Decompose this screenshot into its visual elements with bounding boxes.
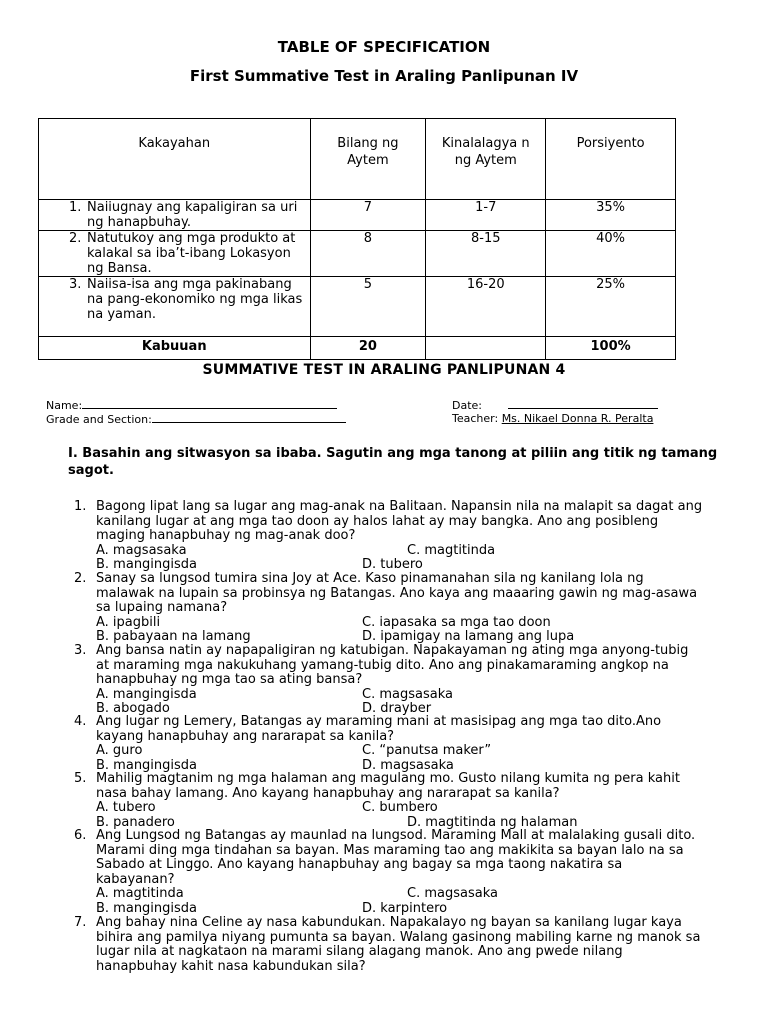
percent-cell: 25% xyxy=(546,277,676,337)
choice-d[interactable]: D. karpintero xyxy=(362,900,448,916)
row-number: 1. xyxy=(69,200,82,215)
grade-section-blank[interactable] xyxy=(152,412,346,423)
skill-cell xyxy=(39,231,311,277)
question-number: 5. xyxy=(74,771,87,786)
date-blank[interactable] xyxy=(508,398,658,409)
header-kakayahan: Kakayahan xyxy=(39,119,311,200)
choice-row xyxy=(96,688,704,703)
date-label: Date: xyxy=(452,399,482,412)
choice-row xyxy=(96,887,704,902)
table-header-row xyxy=(39,119,676,200)
choice-row xyxy=(96,744,704,759)
choice-b[interactable]: B. pabayaan na lamang xyxy=(96,629,251,644)
question-item xyxy=(74,772,704,830)
choice-a[interactable]: A. mangingisda xyxy=(96,686,197,702)
question-text: Sanay sa lungsod tumira sina Joy at Ace. Kaso pinamanahan sila ng kanilang lola ng malawak na lupain sa probinsya ng Batangas. Ano kaya ang maaaring gawin ng mag-asawa sa lupaing namana? xyxy=(96,571,698,615)
skill-text: Naiisa-isa ang mga pakinabang na pang-ekonomiko ng mga likas na yaman. xyxy=(87,277,303,322)
choice-d[interactable]: D. drayber xyxy=(362,701,432,716)
grade-section-label: Grade and Section: xyxy=(46,413,152,426)
count-cell: 7 xyxy=(310,200,426,231)
choice-a[interactable]: A. guro xyxy=(96,743,143,758)
document-subtitle: First Summative Test in Araling Panlipunan IV xyxy=(189,67,579,85)
header-bilang xyxy=(310,119,426,200)
percent-cell: 40% xyxy=(546,231,676,277)
question-item xyxy=(74,644,704,717)
table-total-row xyxy=(39,337,676,360)
choice-d[interactable]: D. tubero xyxy=(362,557,423,572)
count-cell: 8 xyxy=(310,231,426,277)
choice-c[interactable]: C. “panutsa maker” xyxy=(362,743,492,758)
row-number: 2. xyxy=(69,231,82,246)
choice-c[interactable]: C. iapasaka sa mga tao doon xyxy=(362,614,551,630)
header-porsiyento: Porsiyento xyxy=(546,119,676,200)
choice-a[interactable]: A. tubero xyxy=(96,800,156,815)
question-item xyxy=(74,829,704,916)
choice-c[interactable]: C. magtitinda xyxy=(407,542,496,558)
percent-cell: 35% xyxy=(546,200,676,231)
total-location xyxy=(426,337,546,360)
question-item xyxy=(74,715,704,773)
choice-c[interactable]: C. magsasaka xyxy=(407,886,498,901)
choice-b[interactable]: B. mangingisda xyxy=(96,900,198,916)
skill-text: Natutukoy ang mga produkto at kalakal sa iba’t-ibang Lokasyon ng Bansa. xyxy=(87,231,296,276)
choice-d[interactable]: D. ipamigay na lamang ang lupa xyxy=(362,629,575,644)
document-title: TABLE OF SPECIFICATION xyxy=(277,38,491,56)
choice-c[interactable]: C. magsasaka xyxy=(362,686,453,702)
header-bilang-text: Bilang ng Aytem xyxy=(337,136,399,168)
test-title: SUMMATIVE TEST IN ARALING PANLIPUNAN 4 xyxy=(202,362,566,378)
teacher-label: Teacher: xyxy=(452,412,499,425)
header-kinalalagyan-text: Kinalalagya n ng Aytem xyxy=(441,136,530,168)
count-cell: 5 xyxy=(310,277,426,337)
location-cell: 8-15 xyxy=(426,231,546,277)
choice-row xyxy=(96,801,704,816)
choice-c[interactable]: C. bumbero xyxy=(362,800,438,815)
row-number: 3. xyxy=(69,277,82,292)
question-item xyxy=(74,916,704,974)
choice-row xyxy=(96,902,704,917)
instructions: I. Basahin ang sitwasyon sa ibaba. Sagutin ang mga tanong at piliin ang titik ng tamang sagot. xyxy=(68,446,718,478)
choice-row xyxy=(96,616,704,631)
question-number: 7. xyxy=(74,915,87,930)
total-percent: 100% xyxy=(546,337,676,360)
question-text: Mahilig magtanim ng mga halaman ang magulang mo. Gusto nilang kumita ng pera kahit nasa bahay lamang. Ano kayang hanapbuhay ang nararapat sa kanila? xyxy=(96,771,680,801)
table-row xyxy=(39,231,676,277)
question-number: 1. xyxy=(74,499,87,514)
choice-a[interactable]: A. magtitinda xyxy=(96,886,184,901)
question-item xyxy=(74,500,704,573)
date-field[interactable] xyxy=(452,398,658,413)
name-field[interactable] xyxy=(46,398,337,413)
header-kinalalagyan xyxy=(426,119,546,200)
table-row xyxy=(39,277,676,337)
choice-a[interactable]: A. ipagbili xyxy=(96,614,161,630)
specification-table xyxy=(38,118,676,360)
question-text: Bagong lipat lang sa lugar ang mag-anak na Balitaan. Napansin nila na malapit sa dagat ang kanilang lugar at ang mga tao doon ay halos lahat ay may bangka. Ano ang posibleng maging hanapbuhay ng mag-anak doo? xyxy=(96,499,703,543)
teacher-field xyxy=(452,412,653,426)
name-blank[interactable] xyxy=(82,398,337,409)
location-cell: 16-20 xyxy=(426,277,546,337)
choice-d[interactable]: D. magtitinda ng halaman xyxy=(407,814,578,830)
skill-cell xyxy=(39,277,311,337)
question-text: Ang Lungsod ng Batangas ay maunlad na lungsod. Maraming Mall at malalaking gusali dito. Marami ding mga tindahan sa bayan. Mas maraming tao ang makikita sa bayan lalo na sa Sabado at Linggo. Ano kayang hanapbuhay ang bagay sa mga taong nakatira sa kabayanan? xyxy=(96,828,696,887)
question-number: 2. xyxy=(74,571,87,586)
location-cell: 1-7 xyxy=(426,200,546,231)
grade-section-field[interactable] xyxy=(46,412,346,427)
choice-a[interactable]: A. magsasaka xyxy=(96,542,187,558)
choice-d[interactable]: D. magsasaka xyxy=(362,757,454,773)
question-text: Ang bansa natin ay napapaligiran ng katubigan. Napakayaman ng ating mga anyong-tubig at maraming mga nakukuhang yamang-tubig dito. Ano ang pinakamaraming angkop na hanapbuhay ng mga tao sa ating bansa? xyxy=(96,643,689,687)
question-item xyxy=(74,572,704,645)
skill-text: Naiiugnay ang kapaligiran sa uri ng hanapbuhay. xyxy=(87,200,298,230)
choice-b[interactable]: B. abogado xyxy=(96,701,170,716)
table-row xyxy=(39,200,676,231)
teacher-name: Ms. Nikael Donna R. Peralta xyxy=(501,412,654,425)
choice-b[interactable]: B. mangingisda xyxy=(96,757,198,773)
question-number: 4. xyxy=(74,714,87,729)
total-count: 20 xyxy=(310,337,426,360)
question-text: Ang bahay nina Celine ay nasa kabundukan. Napakalayo ng bayan sa kanilang lugar kaya bihira ang pamilya niyang pumunta sa bayan. Walang gasinong mabiling karne ng manok sa lugar nila at nagkataon na marami silang alagang manok. Ano ang pwede nilang hanapbuhay kahit nasa kabundukan sila? xyxy=(96,915,701,974)
choice-b[interactable]: B. panadero xyxy=(96,814,175,830)
question-text: Ang lugar ng Lemery, Batangas ay maraming mani at masisipag ang mga tao dito.Ano kayang hanapbuhay ang nararapat sa kanila? xyxy=(96,714,662,744)
skill-cell xyxy=(39,200,311,231)
name-label: Name: xyxy=(46,399,83,412)
choice-b[interactable]: B. mangingisda xyxy=(96,557,198,572)
question-number: 3. xyxy=(74,643,87,658)
choice-row xyxy=(96,544,704,559)
question-number: 6. xyxy=(74,828,87,843)
total-label: Kabuuan xyxy=(39,337,311,360)
